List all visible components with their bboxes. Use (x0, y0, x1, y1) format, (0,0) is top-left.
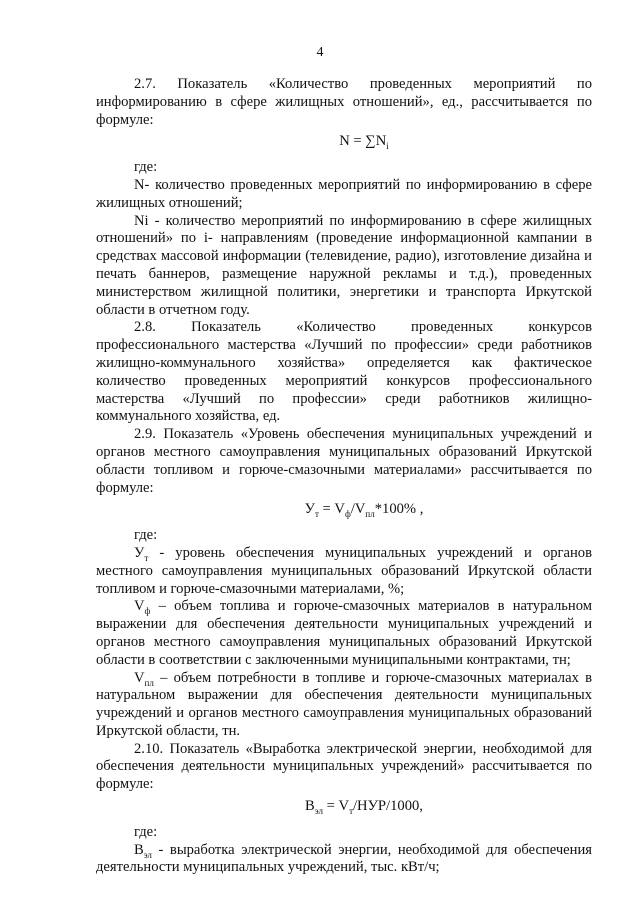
document-body (96, 76, 592, 877)
section-2-10-text: 2.10. Показатель «Выработка электрической энергии, необходимой для обеспечения деятельности муниципальных учреждений» рассчитывается по формуле: (96, 740, 592, 793)
section-2-7-formula: $N = \sum N_i$ (339, 133, 389, 152)
section-2-10-def-bel: $В_{эл}$ - выработка электрической энергии, необходимой для обеспечения деятельности муниципальных учреждений, тыс. кВт/ч; (96, 841, 592, 876)
section-2-9-def-vpl: $V_{пл}$ – объем потребности в топливе и горюче-смазочных материалах в натуральном выражении для обеспечения деятельности муниципальных учреждений и органов местного самоуправления муниципальных образований Иркутской области, тн. (96, 669, 592, 739)
section-2-9-formula: $У_т = V_ф/V_{пл}*100\%$ , (304, 501, 424, 520)
section-2-10-formula: $В_{эл} = V_т/НУР/1000$, (305, 798, 423, 816)
section-2-9-text: 2.9. Показатель «Уровень обеспечения муниципальных учреждений и органов местного самоуправления муниципальных образований Иркутской области топливом и горюче-смазочными материалами» рассчитывается по формуле: (96, 426, 592, 496)
section-2-9-where: где: (134, 527, 158, 544)
page-number: 4 (316, 45, 324, 60)
section-2-10-where: где: (134, 823, 158, 840)
section-2-7-def-n: N- количество проведенных мероприятий по информированию в сфере жилищных отношений; (96, 176, 592, 211)
section-2-7-def-ni: Ni - количество мероприятий по информированию в сфере жилищных отношений» по i- направлениям (проведение информационной кампании в средствах массовой информации (телевидение, радио), изготовление дизайна и печать баннеров, размещение наружной рекламы и т.д.), проведенных министерством жилищной политики, энергетики и транспорта Иркутской области в отчетном году. (96, 212, 592, 318)
section-2-9-def-ut: $У_т$ - уровень обеспечения муниципальных учреждений и органов местного самоуправления муниципальных образований Иркутской области топливом и горюче-смазочными материалами, %; (96, 544, 592, 597)
section-2-7-where: где: (134, 159, 158, 176)
section-2-9-def-vf: $V_ф$ – объем топлива и горюче-смазочных материалов в натуральном выражении для обеспечения деятельности муниципальных учреждений и органов местного самоуправления муниципальных образований Иркутской области в соответствии с заключенными муниципальными контрактами, тн; (96, 598, 592, 668)
section-2-8-text: 2.8. Показатель «Количество проведенных конкурсов профессионального мастерства «Лучший по профессии» среди работников жилищно-коммунального хозяйства» определяется как фактическое количество проведенных мероприятий конкурсов профессионального мастерства «Лучший по профессии» среди работников жилищно-коммунального хозяйства, ед. (96, 319, 592, 425)
section-2-7-text: 2.7. Показатель «Количество проведенных мероприятий по информированию в сфере жилищных отношений», ед., рассчитывается по формуле: (96, 76, 592, 128)
